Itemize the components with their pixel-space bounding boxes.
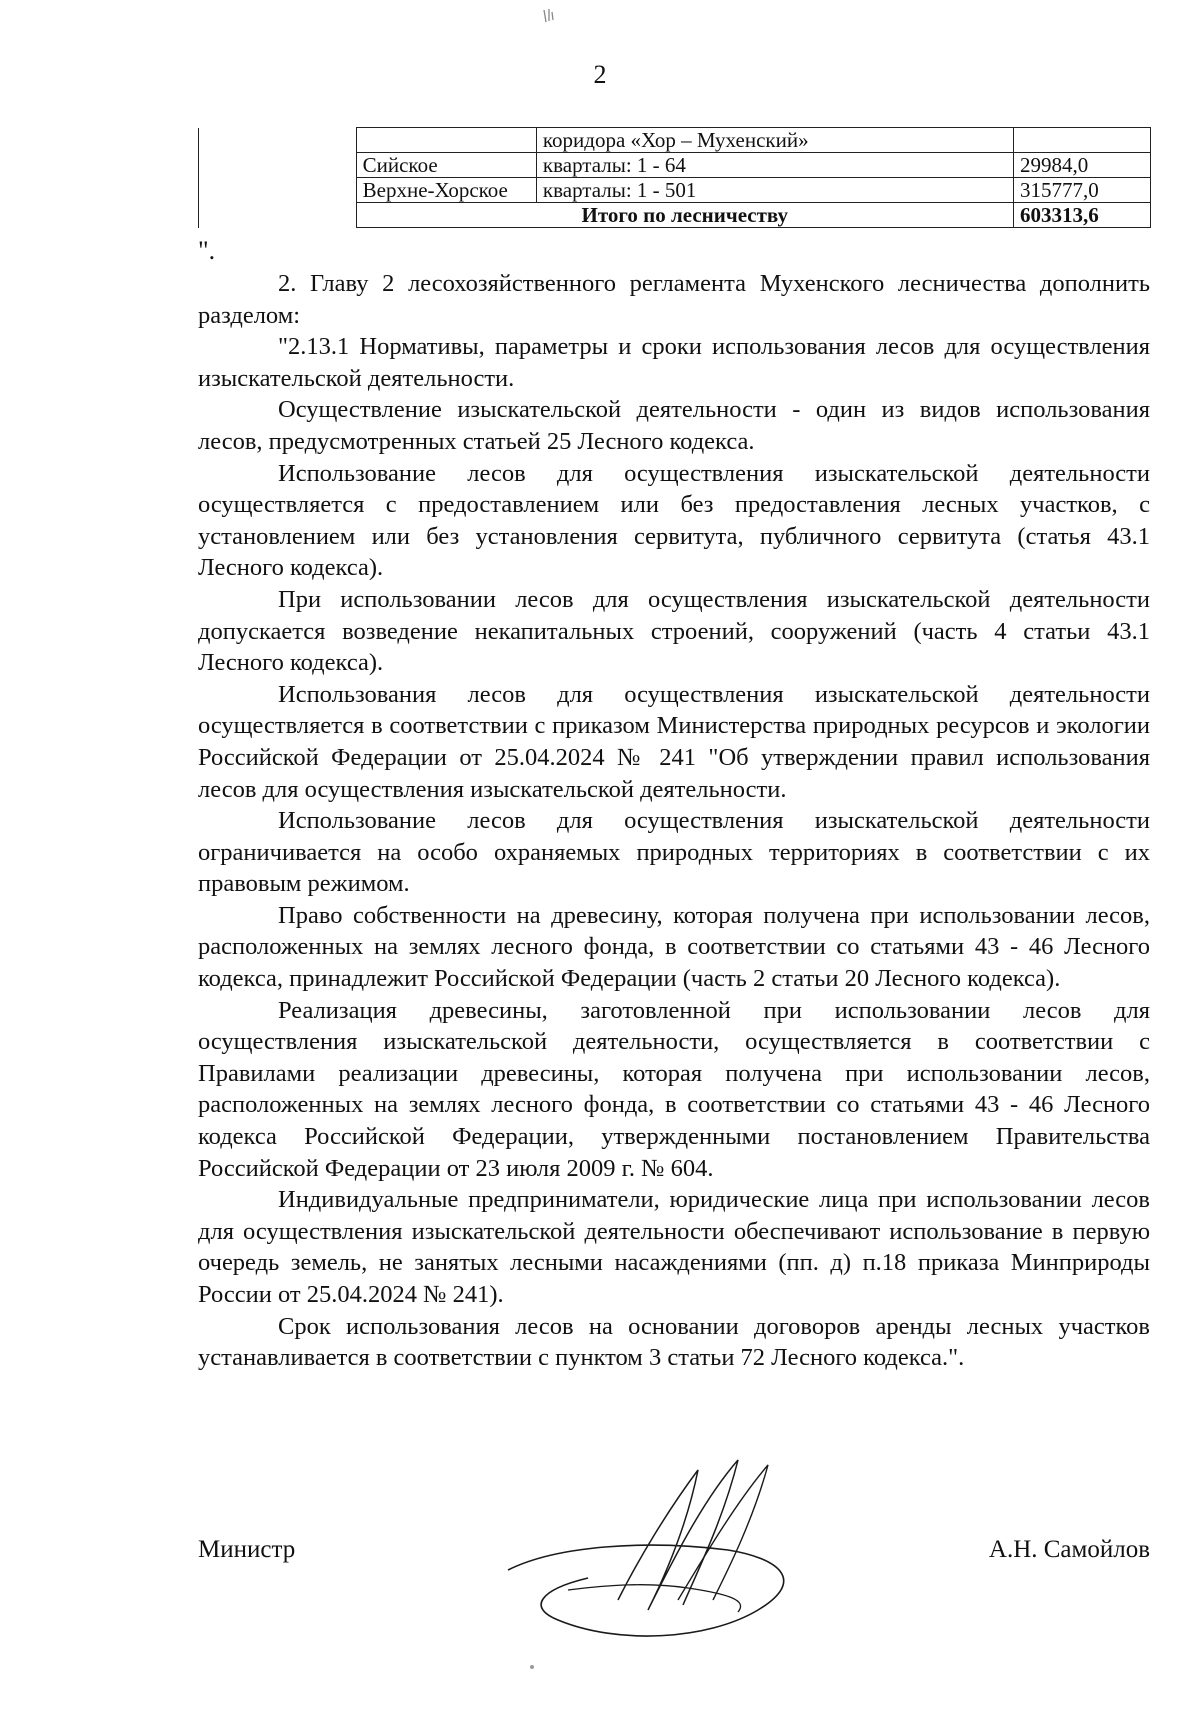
table-cell: Верхне-Хорское [356, 178, 536, 203]
table-cell: 315777,0 [1013, 178, 1150, 203]
paragraph: Использование лесов для осуществления изыскательской деятельности ограничивается на особо охраняемых природных территориях в соответствии с их правовым режимом. [198, 807, 1150, 898]
paragraph: При использовании лесов для осуществления изыскательской деятельности допускается возведение некапитальных строений, сооружений (часть 4 статьи 43.1 Лесного кодекса). [198, 585, 1150, 677]
table-cell: Сийское [356, 153, 536, 178]
paragraph: Осуществление изыскательской деятельности - один из видов использования лесов, предусмотренных статьей 25 Лесного кодекса. [198, 396, 1150, 455]
paragraph: Использование лесов для осуществления изыскательской деятельности осуществляется с предоставлением или без предоставления лесных участков, с установлением или без установления сервитута, публичного сервитута (статья 43.1 Лесного кодекса). [198, 459, 1150, 582]
closing-quote: ". [198, 236, 216, 265]
signature-block [198, 1530, 1150, 1640]
signatory-name: А.Н. Самойлов [988, 1536, 1150, 1563]
paragraph: Право собственности на древесину, которая получена при использовании лесов, расположенных на землях лесного фонда, в соответствии со статьями 43 - 46 Лесного кодекса, принадлежит Российской Федерации (часть 2 статьи 20 Лесного кодекса). [198, 901, 1150, 993]
document-body [198, 268, 1150, 1374]
paragraph: Использования лесов для осуществления изыскательской деятельности осуществляется в соответствии с приказом Министерства природных ресурсов и экологии Российской Федерации от 25.04.2024 № 241 "Об утверждении правил использования лесов для осуществления изыскательской деятельности. [198, 680, 1150, 803]
table-cell: кварталы: 1 - 501 [536, 178, 1013, 203]
table-total-row [199, 203, 1151, 228]
paragraph: "2.13.1 Нормативы, параметры и сроки использования лесов для осуществления изыскательской деятельности. [198, 333, 1150, 392]
scan-artifact [530, 1665, 534, 1669]
table-cell: кварталы: 1 - 64 [536, 153, 1013, 178]
paragraph: Индивидуальные предприниматели, юридические лица при использовании лесов для осуществления изыскательской деятельности обеспечивают использование в первую очередь земель, не занятых лесными насаждениями (пп. д) п.18 приказа Минприроды России от 25.04.2024 № 241). [198, 1186, 1150, 1308]
total-value: 603313,6 [1013, 203, 1150, 228]
table-row [199, 128, 1151, 153]
paragraph: 2. Главу 2 лесохозяйственного регламента Мухенского лесничества дополнить разделом: [198, 270, 1150, 329]
table-cell: 29984,0 [1013, 153, 1150, 178]
table-cell [199, 128, 357, 153]
table-row [199, 178, 1151, 203]
total-label: Итого по лесничеству [356, 203, 1013, 228]
table-cell [199, 203, 357, 228]
table-cell [199, 178, 357, 203]
table-cell [1013, 128, 1150, 153]
scan-artifact [540, 6, 570, 26]
forestry-table [198, 127, 1151, 228]
handwritten-signature [498, 1450, 838, 1650]
table-cell: коридора «Хор – Мухенский» [536, 128, 1013, 153]
table-cell [356, 128, 536, 153]
table-row [199, 153, 1151, 178]
paragraph: Срок использования лесов на основании договоров аренды лесных участков устанавливается в соответствии с пунктом 3 статьи 72 Лесного кодекса.". [198, 1312, 1150, 1372]
page-number: 2 [593, 60, 607, 89]
table-cell [199, 153, 357, 178]
signatory-title: Министр [198, 1536, 296, 1563]
paragraph: Реализация древесины, заготовленной при использовании лесов для осуществления изыскательской деятельности, осуществляется в соответствии с Правилами реализации древесины, которая получена при использовании лесов, расположенных на землях лесного фонда, в соответствии со статьями 43 - 46 Лесного кодекса Российской Федерации, утвержденными постановлением Правительства Российской Федерации от 23 июля 2009 г. № 604. [198, 996, 1150, 1182]
